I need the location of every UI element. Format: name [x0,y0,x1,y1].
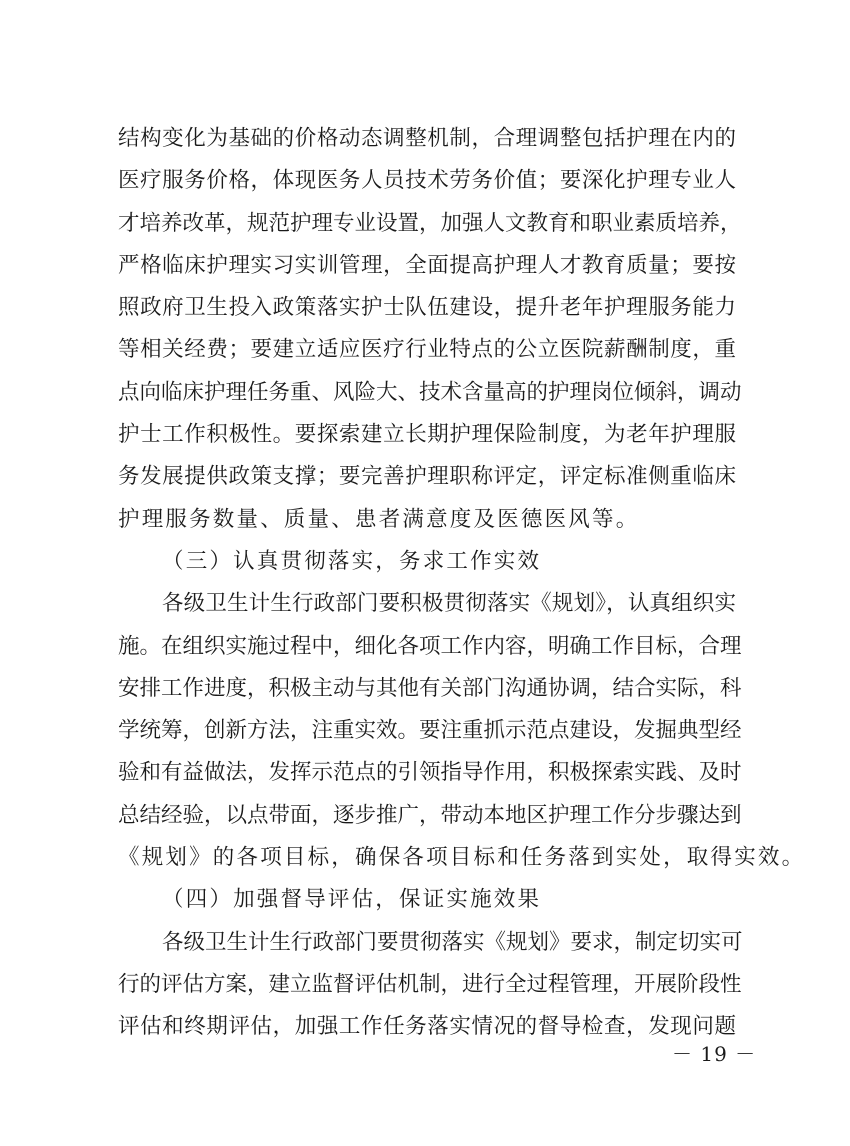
text-line: 各级卫生计生行政部门要贯彻落实《规划》要求，制定切实可 [162,929,743,955]
section-heading: （三）认真贯彻落实，务求工作实效 [162,548,542,574]
text-line: 务发展提供政策支撑；要完善护理职称评定，评定标准侧重临床 [118,464,736,490]
text-line: 才培养改革，规范护理专业设置，加强人文教育和职业素质培养， [118,210,742,236]
text-line: 学统筹，创新方法，注重实效。要注重抓示范点建设，发掘典型经 [118,718,742,744]
text-line: 点向临床护理任务重、风险大、技术含量高的护理岗位倾斜，调动 [118,379,742,405]
text-line: 结构变化为基础的价格动态调整机制，合理调整包括护理在内的 [118,126,736,151]
text-line: 安排工作进度，积极主动与其他有关部门沟通协调，结合实际，科 [118,675,742,701]
text-line: 照政府卫生投入政策落实护士队伍建设，提升老年护理服务能力 [118,295,736,321]
text-line: 行的评估方案，建立监督评估机制，进行全过程管理，开展阶段性 [118,971,742,997]
text-line: 验和有益做法，发挥示范点的引领指导作用，积极探索实践、及时 [118,760,742,786]
text-line: 严格临床护理实习实训管理，全面提高护理人才教育质量；要按 [118,252,736,278]
text-line: 医疗服务价格，体现医务人员技术劳务价值；要深化护理专业人 [118,168,736,194]
text-line: 护士工作积极性。要探索建立长期护理保险制度，为老年护理服 [118,422,736,448]
text-line: 施。在组织实施过程中，细化各项工作内容，明确工作目标，合理 [118,633,742,659]
text-line: 护理服务数量、质量、患者满意度及医德医风等。 [118,506,640,532]
text-line: 等相关经费；要建立适应医疗行业特点的公立医院薪酬制度，重 [118,337,736,363]
page-number: － 19 － [672,1042,757,1066]
body-text [118,118,806,1049]
text-line: 评估和终期评估，加强工作任务落实情况的督导检查，发现问题 [118,1014,736,1040]
text-line: 各级卫生计生行政部门要积极贯彻落实《规划》，认真组织实 [162,591,736,617]
text-line: 《规划》的各项目标，确保各项目标和任务落到实处，取得实效。 [118,845,806,871]
section-heading: （四）加强督导评估，保证实施效果 [162,887,542,913]
text-line: 总结经验，以点带面，逐步推广，带动本地区护理工作分步骤达到 [118,802,742,828]
